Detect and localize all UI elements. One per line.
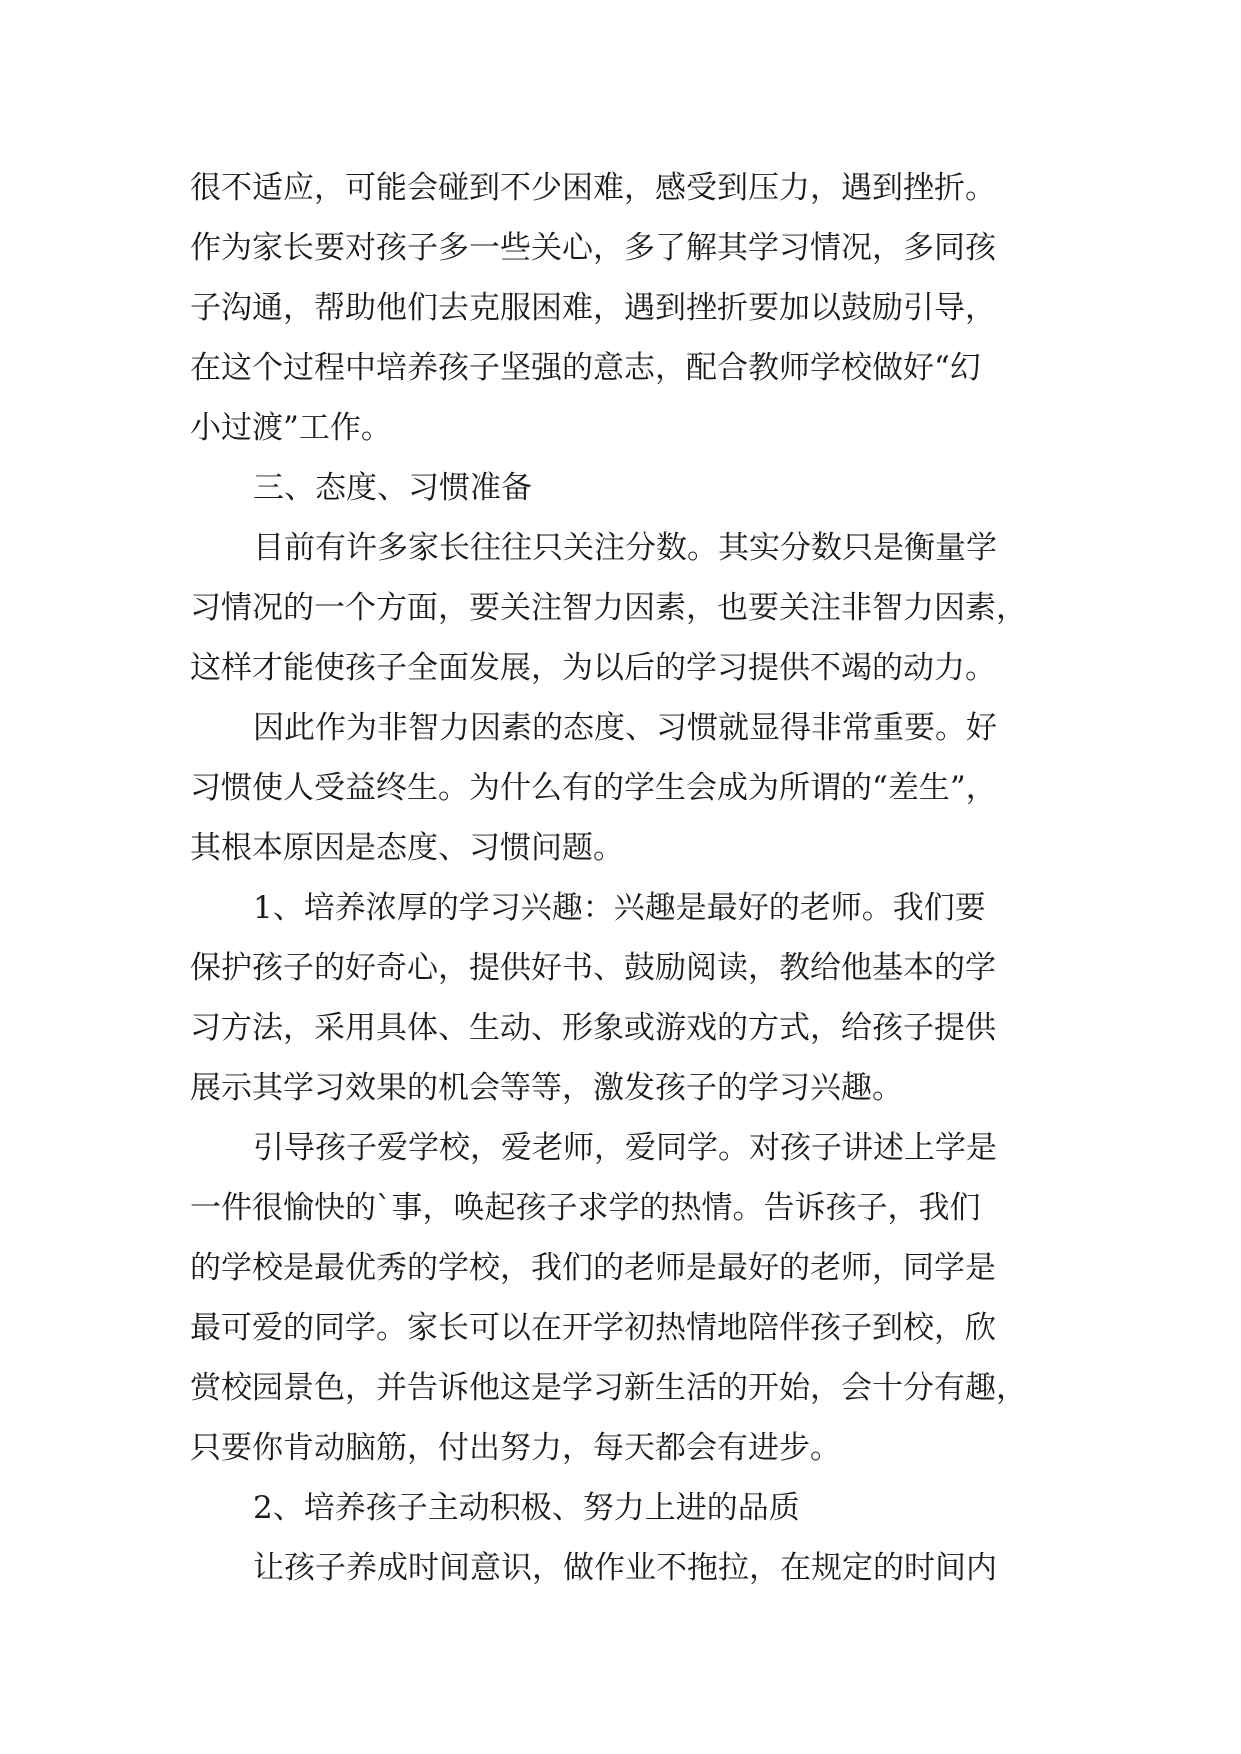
text-line: 这样才能使孩子全面发展，为以后的学习提供不竭的动力。 xyxy=(190,650,996,686)
text-line: 小过渡”工作。 xyxy=(190,410,392,446)
text-line: 让孩子养成时间意识，做作业不拖拉，在规定的时间内 xyxy=(253,1550,997,1586)
text-line: 的学校是最优秀的学校，我们的老师是最好的老师，同学是 xyxy=(190,1250,996,1286)
text-line: 作为家长要对孩子多一些关心，多了解其学习情况，多同孩 xyxy=(190,230,996,266)
text-line: 很不适应，可能会碰到不少困难，感受到压力，遇到挫折。 xyxy=(190,170,996,206)
text-line: 展示其学习效果的机会等等，激发孩子的学习兴趣。 xyxy=(190,1070,903,1106)
text-line: 目前有许多家长往往只关注分数。其实分数只是衡量学 xyxy=(253,530,997,566)
text-line: 子沟通，帮助他们去克服困难，遇到挫折要加以鼓励引导， xyxy=(190,290,996,326)
text-line: 1、培养浓厚的学习兴趣：兴趣是最好的老师。我们要 xyxy=(253,890,986,926)
text-line: 因此作为非智力因素的态度、习惯就显得非常重要。好 xyxy=(253,710,997,746)
text-line: 习情况的一个方面，要关注智力因素，也要关注非智力因素， xyxy=(190,590,1027,626)
text-line: 习方法，采用具体、生动、形象或游戏的方式，给孩子提供 xyxy=(190,1010,996,1046)
text-line: 引导孩子爱学校，爱老师，爱同学。对孩子讲述上学是 xyxy=(253,1130,997,1166)
text-line: 在这个过程中培养孩子坚强的意志，配合教师学校做好“幻 xyxy=(190,350,981,386)
text-line: 保护孩子的好奇心，提供好书、鼓励阅读，教给他基本的学 xyxy=(190,950,996,986)
text-line: 赏校园景色，并告诉他这是学习新生活的开始，会十分有趣， xyxy=(190,1370,1027,1406)
text-line: 其根本原因是态度、习惯问题。 xyxy=(190,830,624,866)
section-heading: 2、培养孩子主动积极、努力上进的品质 xyxy=(253,1490,800,1526)
section-heading: 三、态度、习惯准备 xyxy=(253,470,532,506)
text-line: 只要你肯动脑筋，付出努力，每天都会有进步。 xyxy=(190,1430,841,1466)
text-line: 习惯使人受益终生。为什么有的学生会成为所谓的“差生”， xyxy=(190,770,997,806)
text-line: 最可爱的同学。家长可以在开学初热情地陪伴孩子到校，欣 xyxy=(190,1310,996,1346)
text-line: 一件很愉快的`事，唤起孩子求学的热情。告诉孩子，我们 xyxy=(190,1190,981,1226)
